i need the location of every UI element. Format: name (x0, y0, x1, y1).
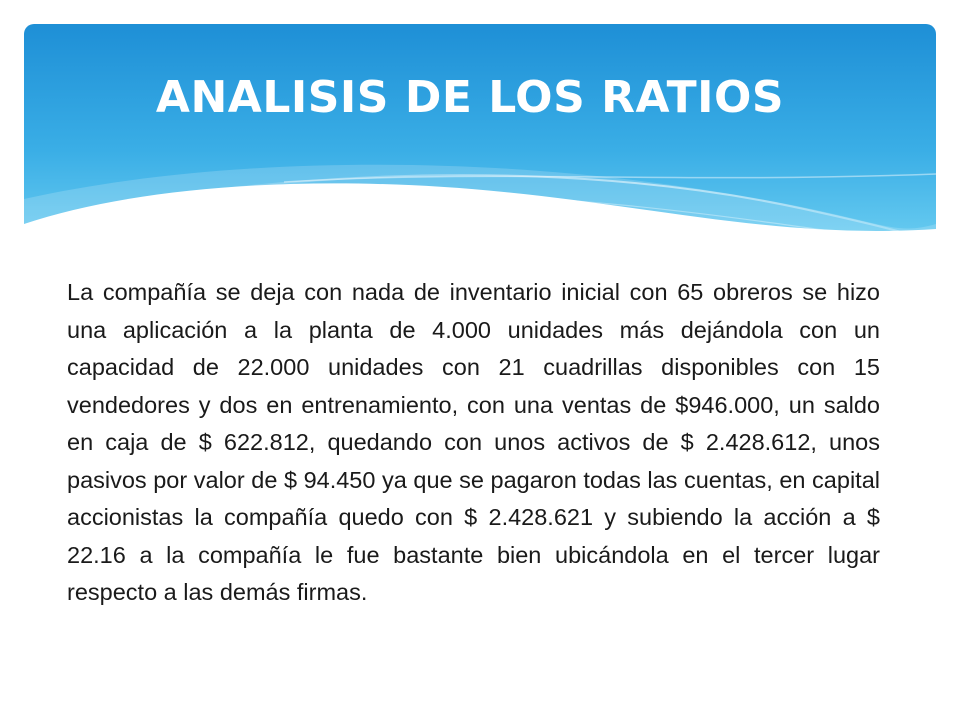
body-paragraph: La compañía se deja con nada de inventario inicial con 65 obreros se hizo una aplicación a la planta de 4.000 unidades más dejándola con un capacidad de 22.000 unidades con 21 cuadrillas disponibles con 15 vendedores y dos en entrenamiento, con una ventas de $946.000, un saldo en caja de $ 622.812, quedando con unos activos de $ 2.428.612, unos pasivos por valor de $ 94.450 ya que se pagaron todas las cuentas, en capital accionistas la compañía quedo con $ 2.428.621 y subiendo la acción a $ 22.16 a la compañía le fue bastante bien ubicándola en el tercer lugar respecto a las demás firmas. (67, 279, 880, 605)
header-wave-banner (24, 24, 936, 254)
slide-title: ANALISIS DE LOS RATIOS (155, 72, 785, 123)
